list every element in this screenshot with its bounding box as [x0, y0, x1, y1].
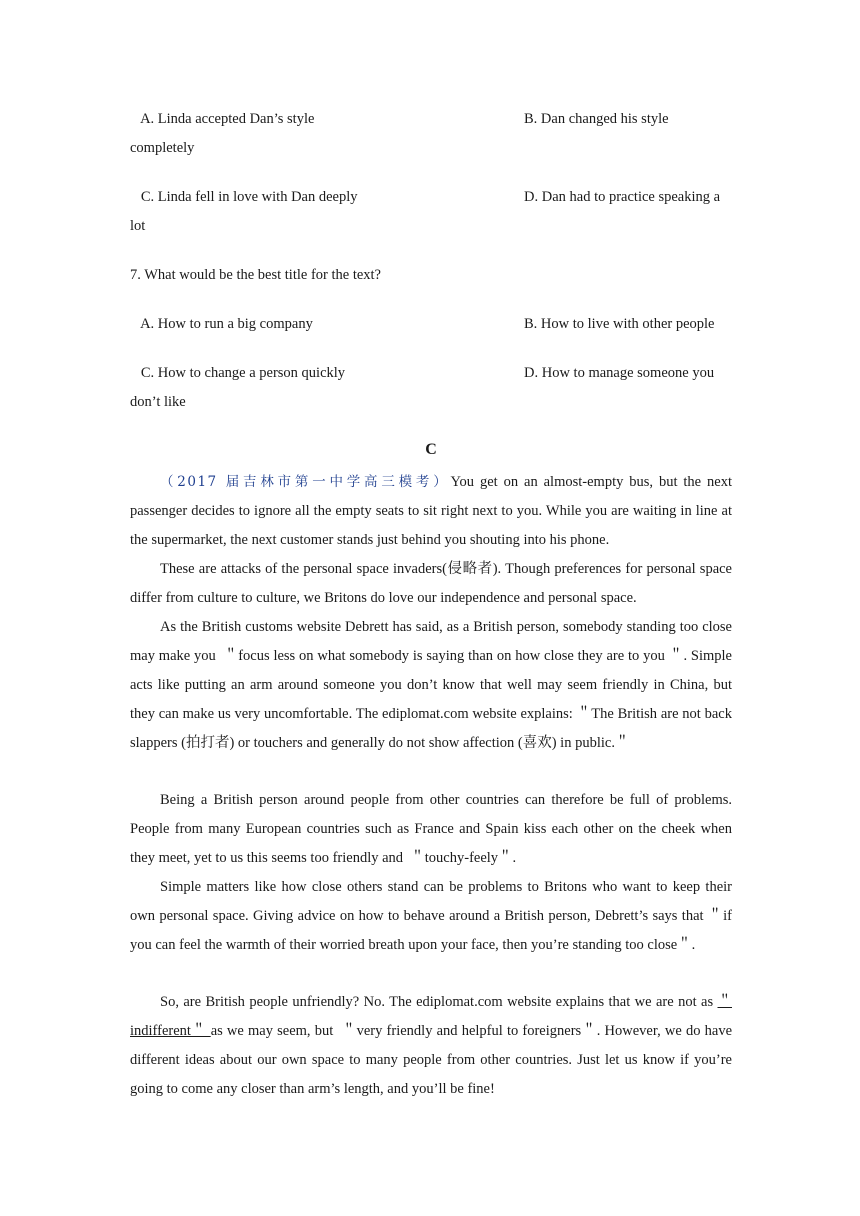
q6-option-a-continued: completely [130, 140, 195, 156]
passage-source: （2017 届吉林市第一中学高三模考） [160, 474, 451, 490]
section-title: C [425, 441, 437, 458]
passage-paragraph-5: Simple matters like how close others stand can be problems to Britons who want to keep their own personal space. Giving advice on how to behave around a British person, Debrett’s says that ＂if you can feel the warmth of their worried breath upon your face, then you’re standing too close＂. [130, 879, 732, 953]
q7-option-d: D. How to manage someone you [524, 365, 715, 381]
q7-option-row-ab [130, 310, 732, 339]
q7-option-d-continued: don’t like [130, 394, 186, 410]
passage-paragraph-2: These are attacks of the personal space invaders(侵略者). Though preferences for personal space differ from culture to culture, we Britons do love our independence and personal space. [130, 561, 732, 606]
q7-option-a: A. How to run a big company [130, 316, 313, 332]
passage-paragraph-1 [130, 468, 732, 555]
q6-option-d-continued: lot [130, 218, 146, 234]
passage-paragraph-6 [130, 988, 732, 1104]
q7-stem: 7. What would be the best title for the text? [130, 267, 381, 283]
q6-option-d: D. Dan had to practice speaking a [524, 189, 721, 205]
q7-option-row-cd [130, 359, 732, 388]
q6-option-a: A. Linda accepted Dan’s style [130, 111, 315, 127]
q6-option-row-cd [130, 183, 732, 212]
q6-option-c: C. Linda fell in love with Dan deeply [130, 189, 358, 205]
passage-paragraph-3: As the British customs website Debrett has said, as a British person, somebody standing too close may make you ＂focus less on what somebody is saying than on how close they are to you ＂. Simple acts like putting an arm around someone you don’t know that well may seem friendly in China, but they can make us very uncomfortable. The ediplomat.com website explains: ＂The British are not back slappers (拍打者) or touchers and generally do not show affection (喜欢) in public.＂ [130, 619, 732, 751]
q7-option-b: B. How to live with other people [524, 316, 715, 332]
passage-p6-start: So, are British people unfriendly? No. The ediplomat.com website explains that we are not as [160, 994, 718, 1010]
q6-option-b: B. Dan changed his style [524, 111, 669, 127]
q6-option-row-ab [130, 105, 732, 134]
q7-option-c: C. How to change a person quickly [130, 365, 346, 381]
passage-paragraph-4: Being a British person around people from other countries can therefore be full of problems. People from many European countries such as France and Spain kiss each other on the cheek when they meet, yet to us this seems too friendly and ＂touchy-feely＂. [130, 792, 732, 866]
passage-underlined-word: ＂indifferent＂ [130, 994, 732, 1039]
passage-p6-end: as we may seem, but ＂very friendly and helpful to foreigners＂. However, we do have different ideas about our own space to many people from other countries. Just let us know if you’re going to come any closer than arm’s length, and you’ll be fine! [130, 1022, 733, 1097]
passage-p1-text: You get on an almost-empty bus, but the next passenger decides to ignore all the empty seats to sit right next to you. While you are waiting in line at the supermarket, the next customer stands just behind you shouting into his phone. [130, 474, 732, 548]
